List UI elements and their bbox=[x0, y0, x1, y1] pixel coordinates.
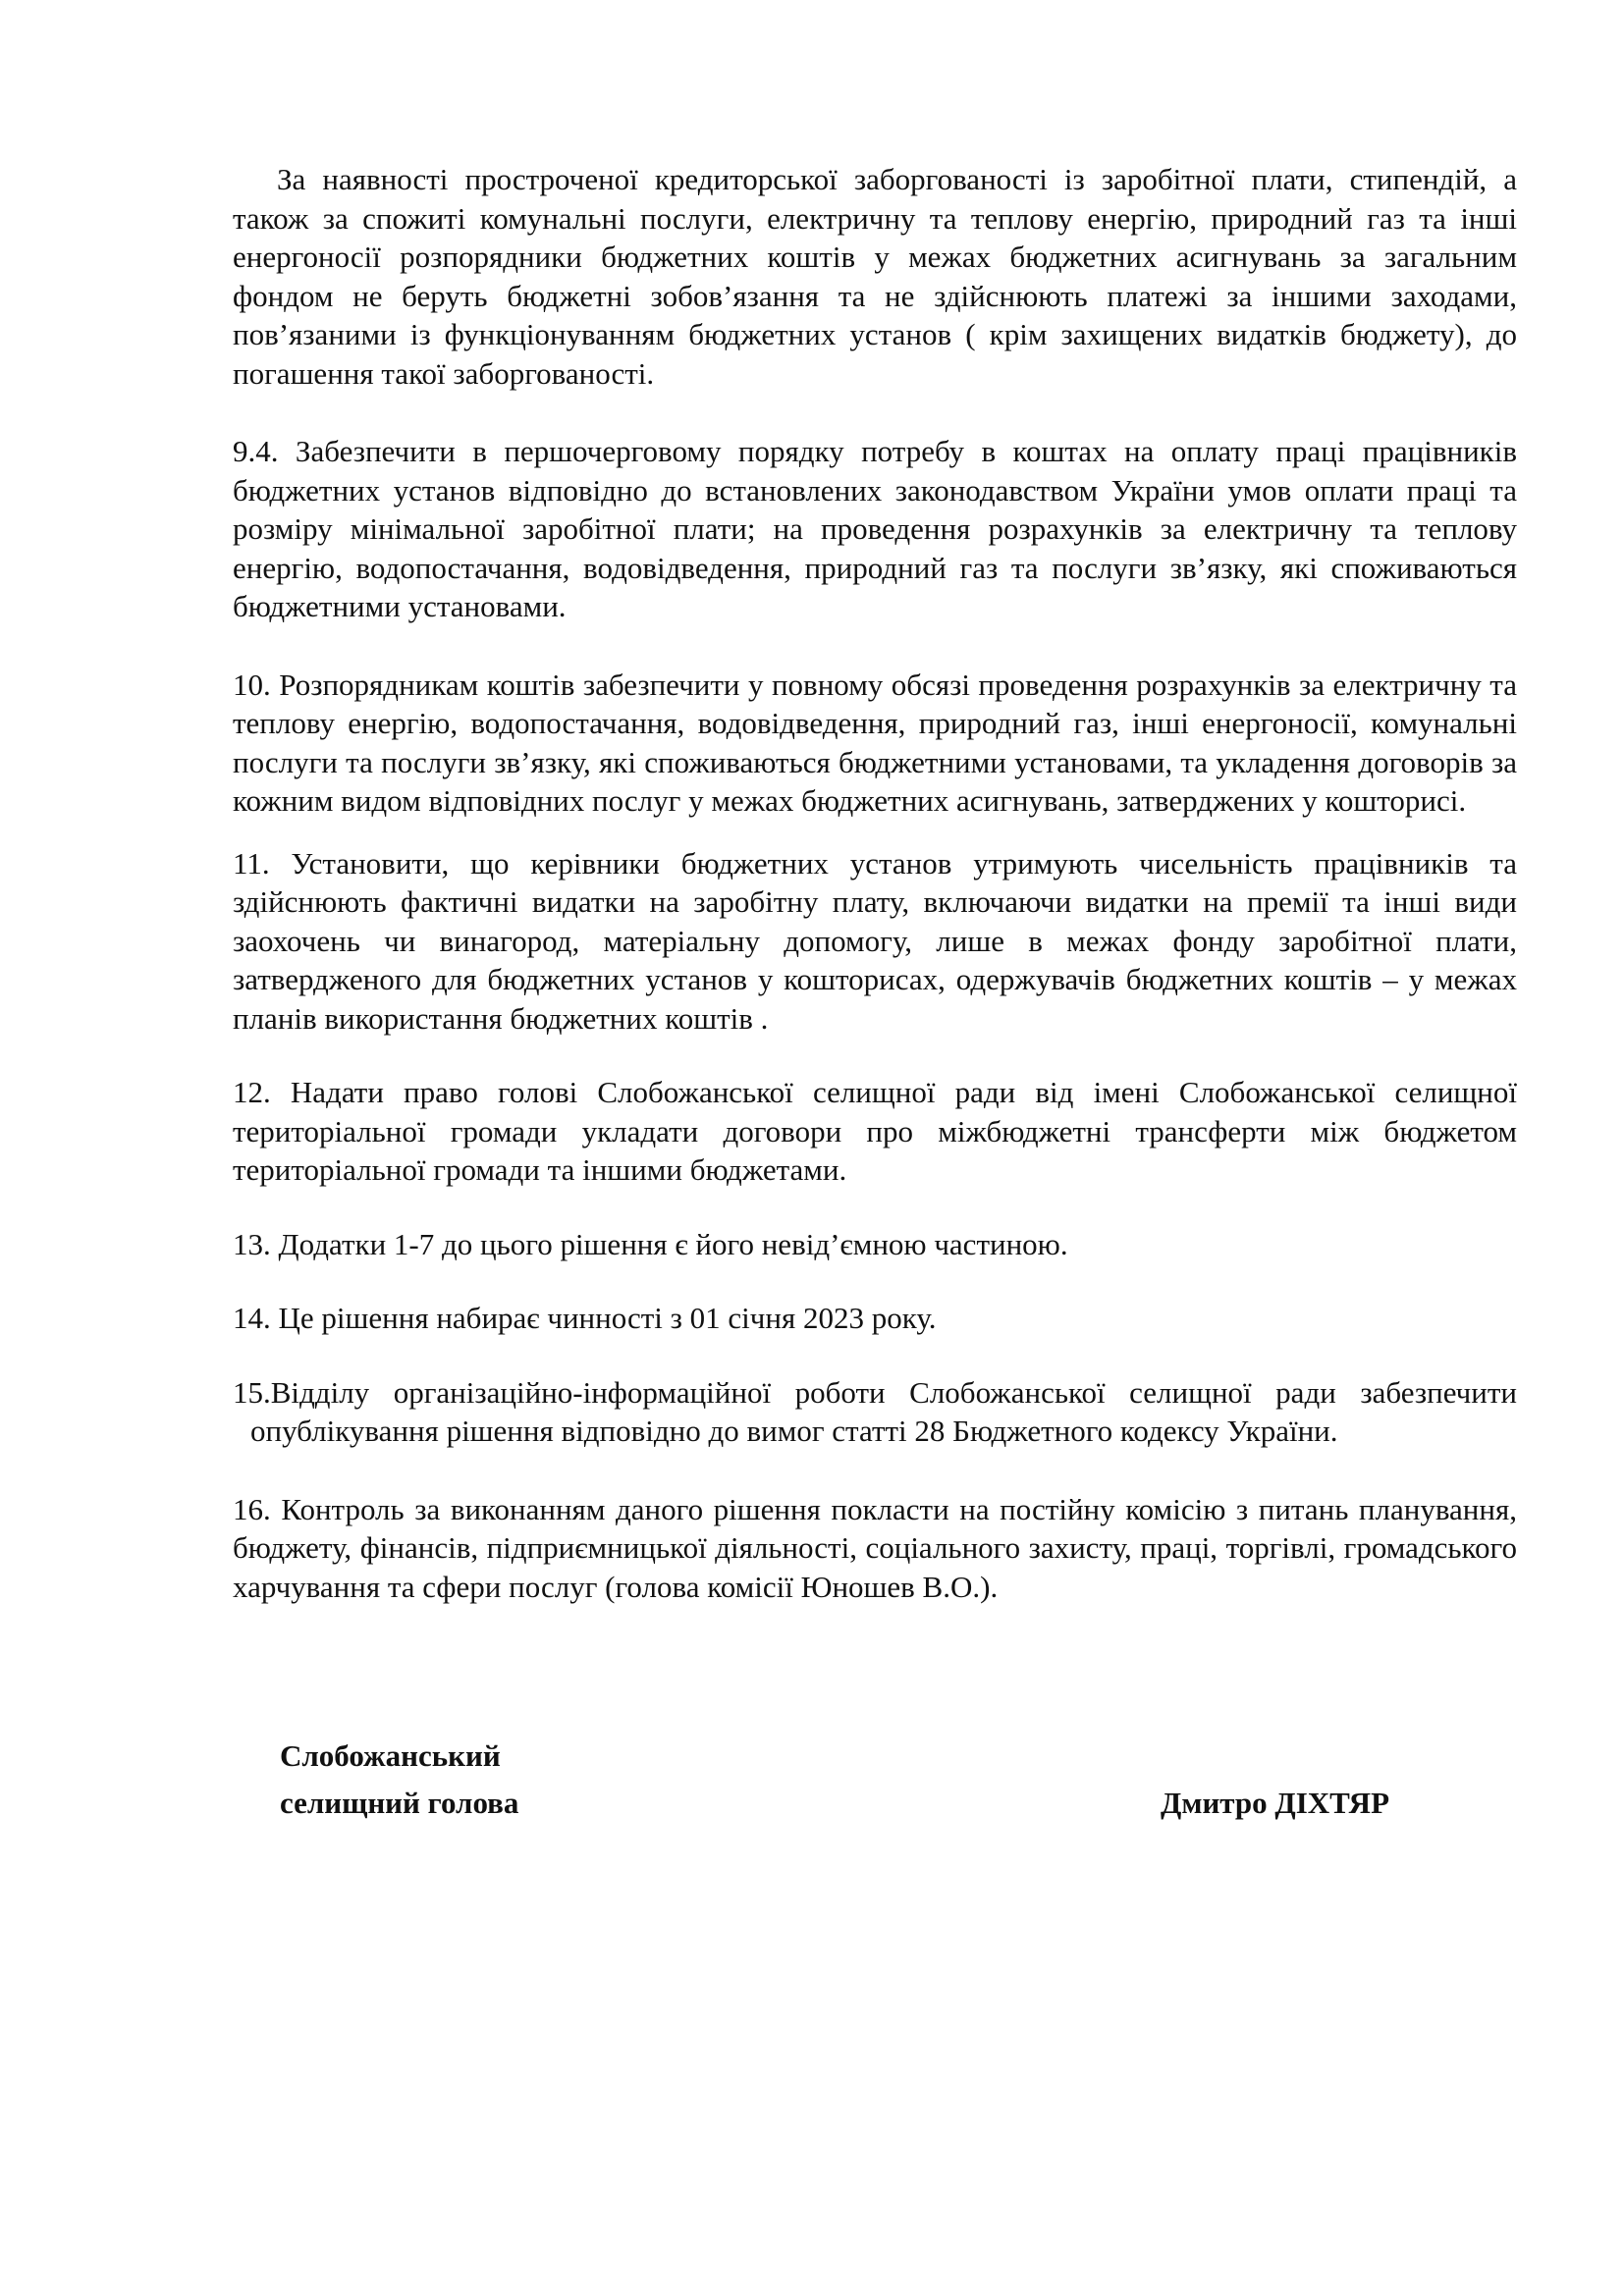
paragraph-12: 12. Надати право голові Слобожанської селищної ради від імені Слобожанської селищної територіальної громади укладати договори про міжбюджетні трансферти між бюджетом територіальної громади та іншими бюджетами. bbox=[233, 1075, 1517, 1187]
paragraph-9-4: 9.4. Забезпечити в першочерговому порядку потребу в коштах на оплату праці працівників бюджетних установ відповідно до встановлених законодавством України умов оплати праці та розміру мінімальної заробітної плати; на проведення розрахунків за електричну та теплову енергію, водопостачання, водовідведення, природний газ та послуги зв’язку, які споживаються бюджетними установами. bbox=[233, 434, 1517, 623]
paragraph-16: 16. Контроль за виконанням даного рішення покласти на постійну комісію з питань планування, бюджету, фінансів, підприємницької діяльності, соціального захисту, праці, торгівлі, громадського харчування та сфери послуг (голова комісії Юношев В.О.). bbox=[233, 1491, 1517, 1604]
paragraph-11: 11. Установити, що керівники бюджетних установ утримують чисельність працівників та здійснюють фактичні видатки на заробітну плату, включаючи видатки на премії та інші види заохочень чи винагород, матеріальну допомогу, лише в межах фонду заробітної плати, затвердженого для бюджетних установ у кошторисах, одержувачів бюджетних коштів – у межах планів використання бюджетних коштів . bbox=[233, 845, 1517, 1036]
document-body bbox=[233, 160, 1517, 1606]
paragraph-intro: За наявності простроченої кредиторської заборгованості із заробітної плати, стипендій, а також за спожиті комунальні послуги, електричну та теплову енергію, природний газ та інші енергоносії розпорядники бюджетних коштів у межах бюджетних асигнувань за загальним фондом не беруть бюджетні зобов’язання та не здійснюють платежі за іншими заходами, пов’язаними із функціонуванням бюджетних установ ( крім захищених видатків бюджету), до погашення такої заборгованості. bbox=[233, 162, 1517, 391]
paragraph-13: 13. Додатки 1-7 до цього рішення є його невід’ємною частиною. bbox=[233, 1226, 1068, 1261]
paragraph-10: 10. Розпорядникам коштів забезпечити у повному обсязі проведення розрахунків за електричну та теплову енергію, водопостачання, водовідведення, природний газ, інші енергоносії, комунальні послуги та послуги зв’язку, які споживаються бюджетними установами, та укладення договорів за кожним видом відповідних послуг у межах бюджетних асигнувань, затверджених у кошторисі. bbox=[233, 667, 1517, 818]
signatory-name: Дмитро ДІХТЯР bbox=[1161, 1786, 1389, 1820]
signatory-title bbox=[280, 1733, 518, 1827]
signatory-title-line2: селищний голова bbox=[280, 1786, 519, 1820]
signatory-title-line1: Слобожанський bbox=[280, 1738, 501, 1773]
paragraph-14: 14. Це рішення набирає чинності з 01 січня 2023 року. bbox=[233, 1301, 937, 1335]
paragraph-15: 15.Відділу організаційно-інформаційної роботи Слобожанської селищної ради забезпечити опублікування рішення відповідно до вимог статті 28 Бюджетного кодексу України. bbox=[233, 1374, 1517, 1448]
